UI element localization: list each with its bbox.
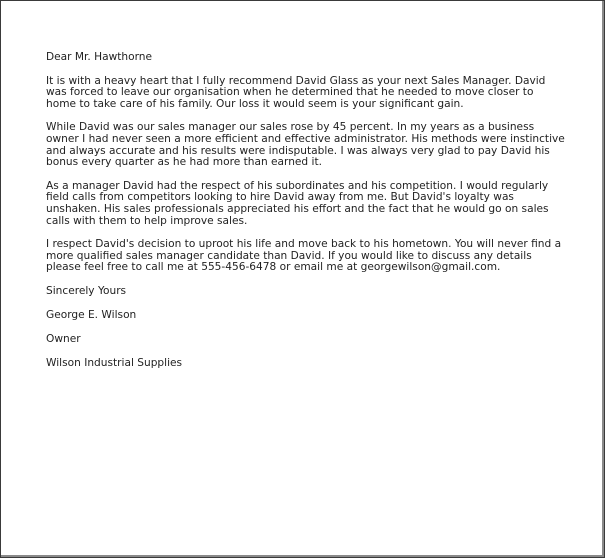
signer-name: George E. Wilson <box>46 308 137 321</box>
company-name: Wilson Industrial Supplies <box>46 356 183 369</box>
paragraph-recommendation: It is with a heavy heart that I fully recommend David Glass as your next Sales Manager. David was forced to leave our organisation when he determined that he needed to move closer to home to take care of his family. Our loss it would seem is your significant gain. <box>46 74 546 110</box>
salutation: Dear Mr. Hawthorne <box>46 51 153 63</box>
letter-body <box>46 52 566 369</box>
signer-title: Owner <box>46 332 81 345</box>
paragraph-contact: I respect David's decision to uproot his life and move back to his hometown. You will never find a more qualified sales manager candidate than David. If you would like to discuss any details please feel free to call me at 555-456-6478 or email me at georgewilson@gmail.com. <box>46 238 562 274</box>
closing: Sincerely Yours <box>46 284 127 297</box>
paragraph-sales-performance: While David was our sales manager our sales rose by 45 percent. In my years as a business owner I had never seen a more efficient and effective administrator. His methods were instinctive and always accurate and his results were indisputable. I was always very glad to pay David his bonus every quarter as he had more than earned it. <box>46 121 565 169</box>
paragraph-management: As a manager David had the respect of his subordinates and his competition. I would regularly field calls from competitors looking to hire David away from me. But David's loyalty was unshaken. His sales professionals appreciated his effort and the fact that he would go on sales calls with them to help improve sales. <box>46 179 549 227</box>
